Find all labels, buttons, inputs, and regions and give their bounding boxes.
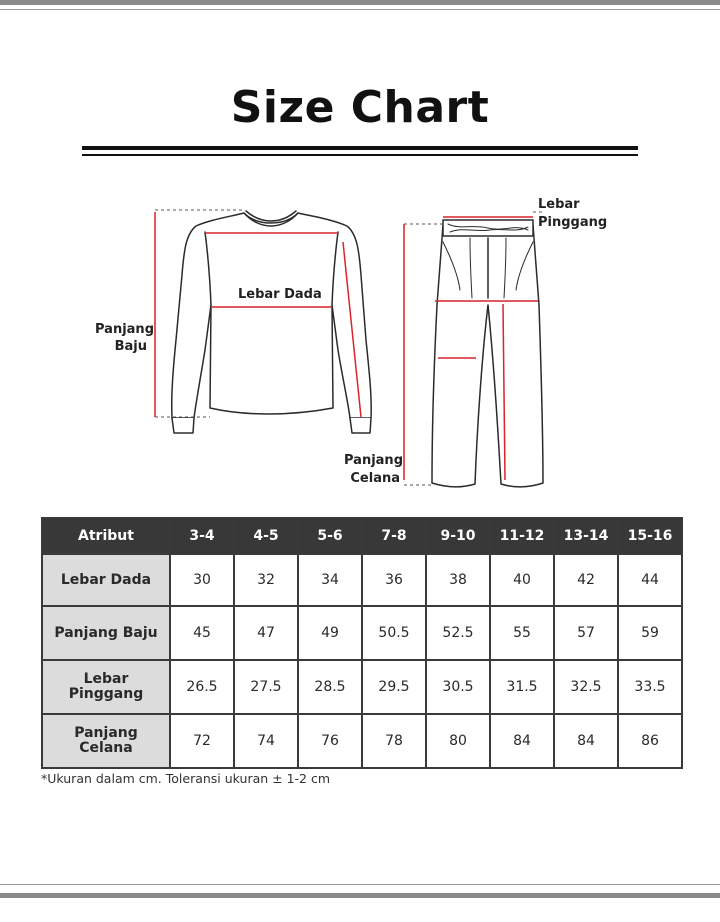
row-label (42, 606, 170, 660)
row-label-line1: Panjang Baju (54, 624, 158, 641)
title-rule-thick (82, 146, 638, 150)
chest-width-label: Lebar Dada (238, 287, 322, 302)
shirt-length-label-line2: Baju (114, 339, 147, 354)
table-header-row (42, 518, 682, 554)
table-cell: 42 (554, 554, 618, 606)
row-label-line2: Celana (79, 740, 133, 756)
table-cell: 32 (234, 554, 298, 606)
title-rule-thin (82, 154, 638, 156)
header-size: 4-5 (234, 518, 298, 554)
table-cell: 29.5 (362, 660, 426, 714)
row-label-line1: Panjang (74, 725, 138, 741)
table-cell: 86 (618, 714, 682, 768)
header-size: 11-12 (490, 518, 554, 554)
shirt-length-label-line1: Panjang (95, 322, 154, 337)
table-cell: 38 (426, 554, 490, 606)
pants-length-label-line2: Celana (350, 471, 400, 486)
waist-width-label-line1: Lebar (538, 197, 580, 212)
table-cell: 59 (618, 606, 682, 660)
table-row (42, 714, 682, 768)
page-title: Size Chart (230, 82, 490, 133)
table-cell: 74 (234, 714, 298, 768)
table-cell: 30.5 (426, 660, 490, 714)
row-label (42, 554, 170, 606)
pants-length-label-line1: Panjang (344, 453, 403, 468)
table-cell: 27.5 (234, 660, 298, 714)
header-size: 3-4 (170, 518, 234, 554)
row-label (42, 714, 170, 768)
table-row (42, 554, 682, 606)
long-sleeve-shirt-icon (172, 211, 371, 433)
table-cell: 84 (490, 714, 554, 768)
table-cell: 31.5 (490, 660, 554, 714)
size-table (41, 517, 683, 769)
table-cell: 45 (170, 606, 234, 660)
bottom-frame-bar (0, 893, 720, 898)
table-cell: 72 (170, 714, 234, 768)
header-attribute: Atribut (42, 518, 170, 554)
pants-icon (432, 220, 543, 487)
table-cell: 36 (362, 554, 426, 606)
table-cell: 84 (554, 714, 618, 768)
header-size: 9-10 (426, 518, 490, 554)
garment-diagram (0, 180, 720, 500)
tolerance-note: *Ukuran dalam cm. Toleransi ukuran ± 1-2 cm (41, 771, 331, 786)
table-cell: 30 (170, 554, 234, 606)
table-cell: 26.5 (170, 660, 234, 714)
row-label-line2: Pinggang (68, 686, 144, 702)
table-cell: 52.5 (426, 606, 490, 660)
header-size: 5-6 (298, 518, 362, 554)
table-cell: 49 (298, 606, 362, 660)
table-row (42, 606, 682, 660)
table-cell: 47 (234, 606, 298, 660)
table-cell: 44 (618, 554, 682, 606)
waist-width-label-line2: Pinggang (538, 215, 608, 230)
top-frame-bar (0, 0, 720, 5)
table-cell: 50.5 (362, 606, 426, 660)
bottom-frame-line (0, 884, 720, 885)
table-cell: 32.5 (554, 660, 618, 714)
table-cell: 28.5 (298, 660, 362, 714)
table-cell: 33.5 (618, 660, 682, 714)
table-cell: 55 (490, 606, 554, 660)
top-frame-line (0, 9, 720, 10)
header-size: 15-16 (618, 518, 682, 554)
row-label-line1: Lebar Dada (60, 571, 152, 588)
table-cell: 34 (298, 554, 362, 606)
table-cell: 80 (426, 714, 490, 768)
table-cell: 76 (298, 714, 362, 768)
table-row (42, 660, 682, 714)
table-cell: 78 (362, 714, 426, 768)
row-label-line1: Lebar (83, 671, 129, 687)
row-label (42, 660, 170, 714)
header-size: 7-8 (362, 518, 426, 554)
header-size: 13-14 (554, 518, 618, 554)
table-cell: 57 (554, 606, 618, 660)
table-cell: 40 (490, 554, 554, 606)
